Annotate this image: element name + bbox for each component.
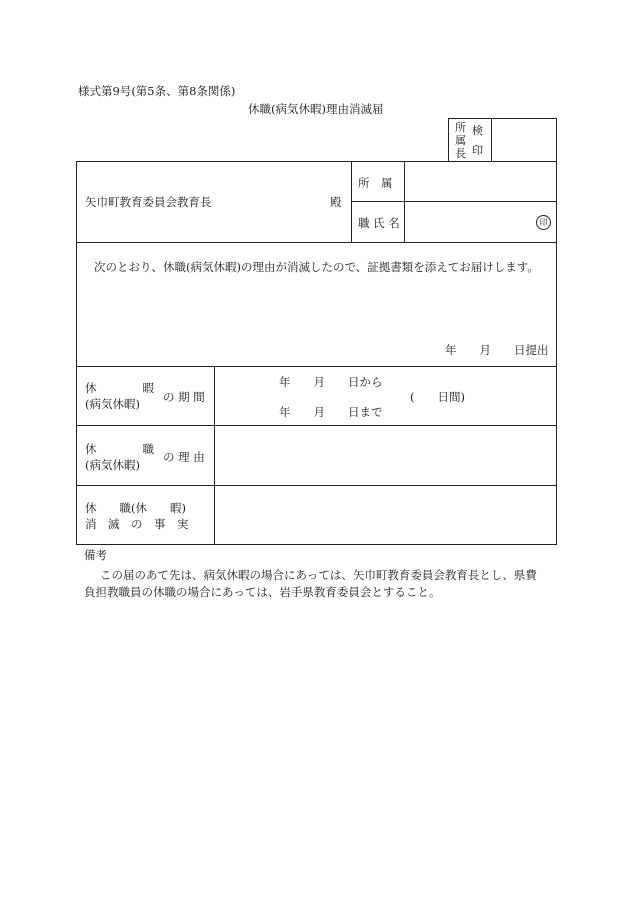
form-number: 様式第9号(第5条、第8条関係) [78,84,236,98]
reason-label-right: の 理 由 [163,450,205,464]
table-column-divider [214,366,215,545]
name-label: 職 氏 名 [358,216,400,230]
reason-field[interactable] [218,430,553,480]
notes-heading: 備考 [84,548,107,562]
stamp-box-divider [491,118,492,162]
statement-text: 次のとおり、休職(病気休暇)の理由が消滅したので、証拠書類を添えてお届けします。 [94,260,539,274]
stamp-char: 属 [455,134,466,147]
form-title: 休職(病気休暇)理由消滅届 [248,102,384,116]
stamp-label-inspection-seal [472,121,483,161]
affiliation-label: 所 属 [358,176,393,190]
fact-field[interactable] [218,490,553,540]
period-label-sub: (病気休暇) [85,397,140,411]
table-row-divider-1 [76,425,557,426]
stamp-char: 長 [455,147,466,160]
stamp-char: 印 [472,144,483,157]
stamp-char: 所 [455,121,466,134]
notes-line-2: 負担教職員の休職の場合にあっては、岩手県教育委員会とすること。 [84,585,441,599]
section-divider-1 [76,242,557,243]
submission-date: 年 月 日提出 [445,343,549,357]
addressee-honorific: 殿 [330,195,342,209]
name-field[interactable] [406,207,530,237]
notes-line-1: この届のあて先は、病気休暇の場合にあっては、矢巾町教育委員会教育長とし、県費 [100,568,537,582]
applicant-row-divider [351,201,557,202]
section-divider-2 [76,366,557,367]
fact-label-bottom: 消 滅 の 事 実 [85,517,189,531]
period-from[interactable]: 年 月 日から [279,375,383,389]
period-label-right: の 期 間 [163,390,205,404]
period-days[interactable]: ( 日間) [410,390,465,404]
table-row-divider-2 [76,485,557,486]
stamp-char: 検 [472,124,483,137]
reason-label-sub: (病気休暇) [85,458,140,472]
period-to[interactable]: 年 月 日まで [279,405,383,419]
period-label-top: 休 暇 [85,381,154,395]
reason-label-top: 休 職 [85,442,154,456]
seal-icon: 印 [536,215,551,230]
fact-label-top: 休 職(休 暇) [85,501,186,515]
stamp-label-affiliation-head [455,121,466,160]
addressee-name: 矢巾町教育委員会教育長 [85,195,212,209]
affiliation-field[interactable] [406,168,554,198]
